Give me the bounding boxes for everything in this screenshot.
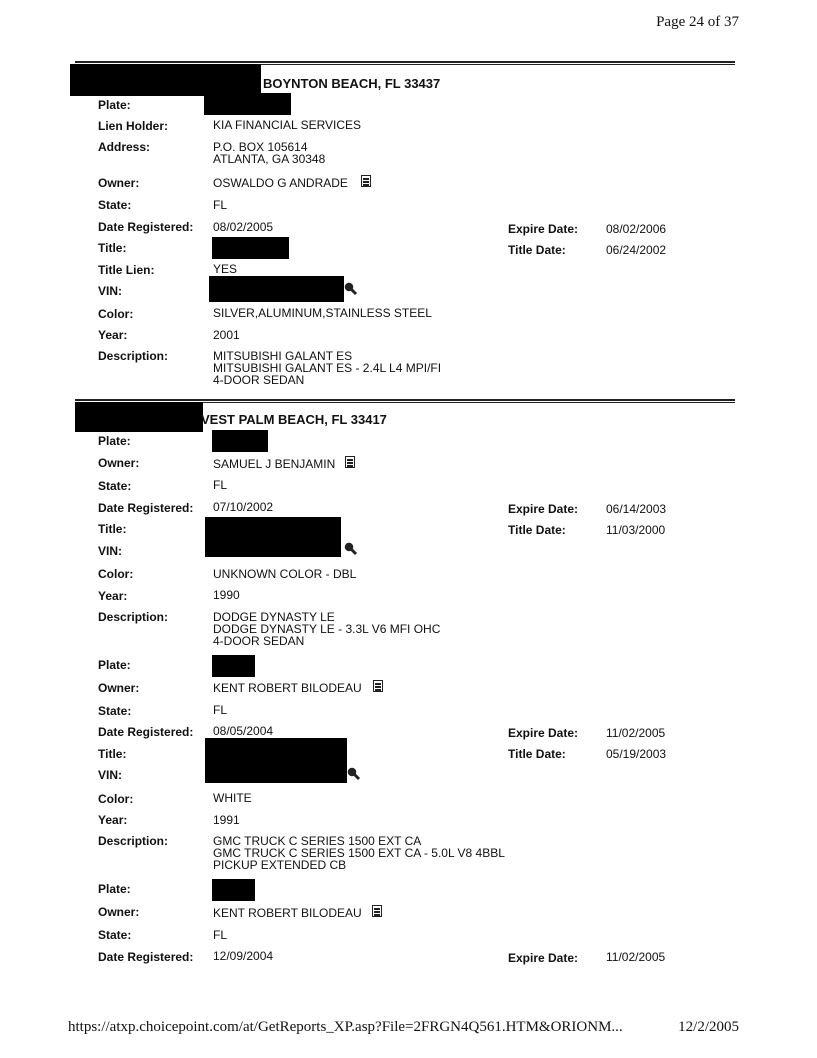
vin-label: VIN: xyxy=(98,768,122,782)
color-value: UNKNOWN COLOR - DBL xyxy=(213,567,357,581)
title-date-value: 06/24/2002 xyxy=(606,243,667,257)
date-registered-value: 12/09/2004 xyxy=(213,949,274,963)
address-value: P.O. BOX 105614 ATLANTA, GA 30348 xyxy=(213,140,326,166)
redacted-name xyxy=(70,64,261,96)
date-registered-value: 08/05/2004 xyxy=(213,724,274,738)
redacted-plate xyxy=(212,879,255,901)
year-value: 1990 xyxy=(213,588,240,602)
state-label: State: xyxy=(98,704,132,718)
title-date-label: Title Date: xyxy=(508,523,566,537)
state-value: FL xyxy=(213,703,228,717)
owner-value: KENT ROBERT BILODEAU xyxy=(213,681,362,695)
redacted-vin xyxy=(209,276,344,302)
title-date-label: Title Date: xyxy=(508,747,566,761)
vin-label: VIN: xyxy=(98,544,122,558)
year-value: 2001 xyxy=(213,328,240,342)
plate-label: Plate: xyxy=(98,434,131,448)
redacted-plate xyxy=(212,655,255,677)
redacted-name xyxy=(75,402,203,432)
document-icon[interactable] xyxy=(345,456,355,468)
expire-date-value: 06/14/2003 xyxy=(606,502,667,516)
redacted-plate xyxy=(212,430,268,452)
description-label: Description: xyxy=(98,610,169,624)
state-value: FL xyxy=(213,198,228,212)
color-label: Color: xyxy=(98,792,134,806)
expire-date-value: 11/02/2005 xyxy=(606,950,666,964)
state-label: State: xyxy=(98,479,132,493)
color-value: WHITE xyxy=(213,791,252,805)
owner-label: Owner: xyxy=(98,456,140,470)
record-location: BOYNTON BEACH, FL 33437 xyxy=(263,76,441,91)
address-label: Address: xyxy=(98,140,151,154)
date-registered-label: Date Registered: xyxy=(98,725,194,739)
state-value: FL xyxy=(213,478,228,492)
owner-value: KENT ROBERT BILODEAU xyxy=(213,906,362,920)
state-value: FL xyxy=(213,928,228,942)
lien-holder-label: Lien Holder: xyxy=(98,119,169,133)
redacted-plate xyxy=(204,93,291,115)
description-label: Description: xyxy=(98,834,169,848)
title-label: Title: xyxy=(98,747,127,761)
vin-label: VIN: xyxy=(98,284,122,298)
document-icon[interactable] xyxy=(372,905,382,917)
magnifier-icon[interactable] xyxy=(347,767,361,781)
owner-label: Owner: xyxy=(98,681,140,695)
title-lien-label: Title Lien: xyxy=(98,263,155,277)
lien-holder-value: KIA FINANCIAL SERVICES xyxy=(213,118,362,132)
description-label: Description: xyxy=(98,349,169,363)
title-lien-value: YES xyxy=(213,262,238,276)
record-location: VEST PALM BEACH, FL 33417 xyxy=(201,412,387,427)
expire-date-value: 08/02/2006 xyxy=(606,222,667,236)
title-date-value: 11/03/2000 xyxy=(606,523,666,537)
plate-label: Plate: xyxy=(98,882,131,896)
color-label: Color: xyxy=(98,567,134,581)
date-registered-value: 08/02/2005 xyxy=(213,220,274,234)
expire-date-value: 11/02/2005 xyxy=(606,726,666,740)
page-number: Page 24 of 37 xyxy=(656,14,739,30)
year-label: Year: xyxy=(98,589,128,603)
title-date-label: Title Date: xyxy=(508,243,566,257)
state-label: State: xyxy=(98,928,132,942)
redacted-title xyxy=(212,237,289,259)
owner-label: Owner: xyxy=(98,176,140,190)
description-value: MITSUBISHI GALANT ES MITSUBISHI GALANT ES - 2.4L L4 MPI/FI 4-DOOR SEDAN xyxy=(213,349,442,387)
color-value: SILVER,ALUMINUM,STAINLESS STEEL xyxy=(213,306,432,320)
footer-url: https://atxp.choicepoint.com/at/GetReports_XP.asp?File=2FRGN4Q561.HTM&ORIONM... xyxy=(68,1019,623,1035)
date-registered-label: Date Registered: xyxy=(98,220,194,234)
date-registered-label: Date Registered: xyxy=(98,950,194,964)
redacted-title-vin xyxy=(205,517,341,557)
description-value: DODGE DYNASTY LE DODGE DYNASTY LE - 3.3L V6 MFI OHC 4-DOOR SEDAN xyxy=(213,610,441,648)
plate-label: Plate: xyxy=(98,98,131,112)
date-registered-value: 07/10/2002 xyxy=(213,500,274,514)
year-value: 1991 xyxy=(213,813,240,827)
title-label: Title: xyxy=(98,522,127,536)
description-value: GMC TRUCK C SERIES 1500 EXT CA GMC TRUCK C SERIES 1500 EXT CA - 5.0L V8 4BBL PICKUP EXTENDED CB xyxy=(213,834,505,872)
date-registered-label: Date Registered: xyxy=(98,501,194,515)
year-label: Year: xyxy=(98,813,128,827)
color-label: Color: xyxy=(98,307,134,321)
magnifier-icon[interactable] xyxy=(344,542,358,556)
title-label: Title: xyxy=(98,241,127,255)
owner-value: SAMUEL J BENJAMIN xyxy=(213,457,336,471)
year-label: Year: xyxy=(98,328,128,342)
expire-date-label: Expire Date: xyxy=(508,726,579,740)
magnifier-icon[interactable] xyxy=(344,282,358,296)
state-label: State: xyxy=(98,198,132,212)
redacted-title-vin xyxy=(205,738,347,783)
footer-date: 12/2/2005 xyxy=(678,1019,739,1035)
title-date-value: 05/19/2003 xyxy=(606,747,667,761)
expire-date-label: Expire Date: xyxy=(508,502,579,516)
expire-date-label: Expire Date: xyxy=(508,951,579,965)
expire-date-label: Expire Date: xyxy=(508,222,579,236)
document-icon[interactable] xyxy=(373,680,383,692)
plate-label: Plate: xyxy=(98,658,131,672)
owner-label: Owner: xyxy=(98,905,140,919)
owner-value: OSWALDO G ANDRADE xyxy=(213,176,348,190)
document-icon[interactable] xyxy=(361,175,371,187)
